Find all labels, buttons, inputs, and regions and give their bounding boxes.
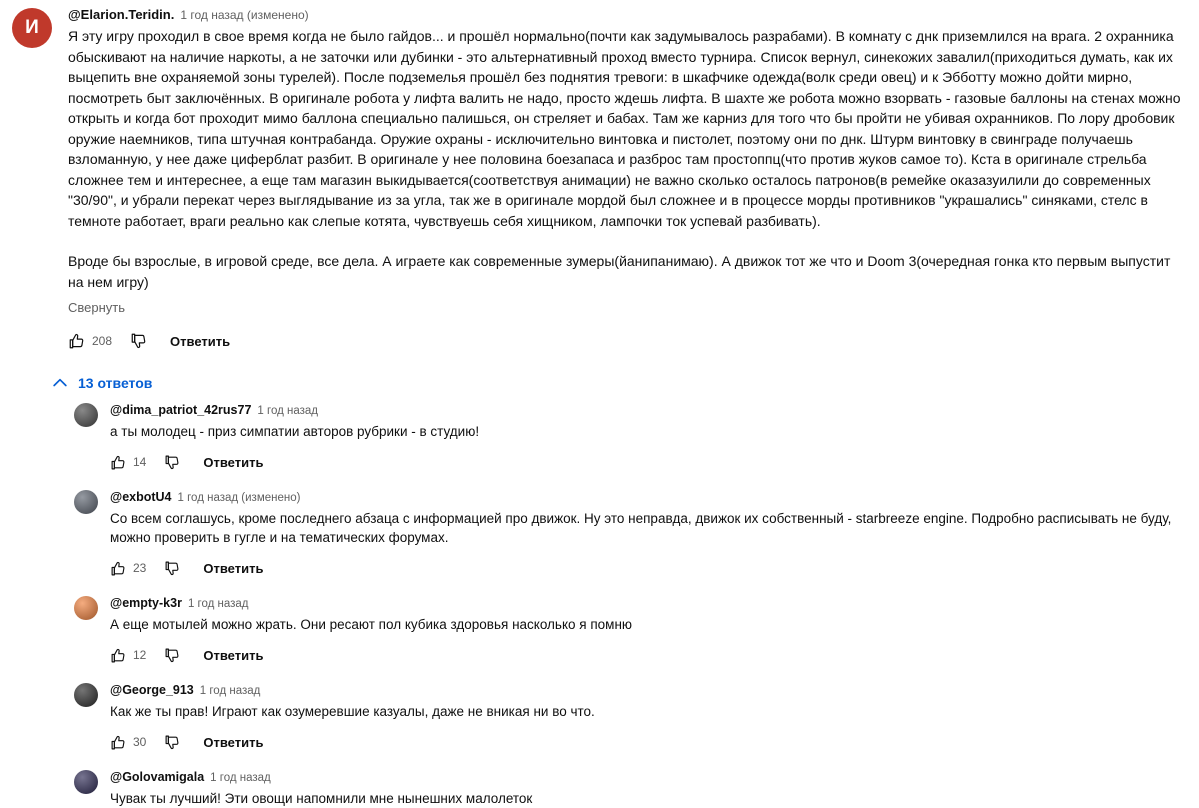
comment-author[interactable]: @empty-k3r: [110, 596, 182, 610]
comment-author[interactable]: @Golovamigala: [110, 770, 205, 784]
chevron-up-icon: [50, 373, 70, 393]
reply-item: [74, 488, 1183, 580]
dislike-button[interactable]: [164, 730, 181, 754]
reply-item: [74, 768, 1183, 808]
replies-count-label: 13 ответов: [78, 375, 153, 391]
dislike-button[interactable]: [164, 450, 181, 474]
comment-timestamp[interactable]: 1 год назад: [199, 685, 261, 697]
comment-text: А еще мотылей можно жрать. Они ресают пол кубика здоровья насколько я помню: [110, 617, 633, 632]
like-count: 14: [133, 455, 147, 469]
thumbs-up-icon: [110, 560, 127, 577]
replies-toggle[interactable]: [50, 373, 152, 393]
main-comment: [12, 6, 1183, 353]
comment-header: [110, 768, 1183, 787]
comment-text-paragraph-1: Я эту игру проходил в свое время когда не было гайдов... и прошёл нормально(почти как задумывалось разрабами). В комнату с днк приземлился на врага. 2 охранника обыскивают на наличие наркоты, а не заточки или дубинки - это альтернативный проход вместо турнира. Список вернул, синекожих завалил(приходиться думать, как их выцепить вне охраняемой зоны турелей). После подземелья прошёл без поднятия тревоги: в шкафчике одежда(волк среди овец) и к Эбботту можно дойти мирно, посмотреть быт заключённых. В оригинале робота у лифта валить не надо, просто ждешь лифта. В шахте же робота можно взорвать - газовые баллоны на стенах можно открыть и когда бот проходит мимо баллона специально палишься, он стреляет и бабах. Там же карниз для того что бы пройти не убивая охранников. По лору дробовик оружие наемников, типа штучная контрабанда. Оружие охраны - исключительно винтовка и пистолет, поэтому они по днк. Штурм винтовку в свинграде получаешь взломанную, у нее даже циферблат разбит. В оригинале у нее половина боезапаса и разброс там простоппц(что против жуков самое то). Кста в оригинале стрельба сложнее тем и интереснее, а еще там магазин выкидывается(соответствуя анимации) не важно сколько осталось патронов(в ремейке оказазуилили до современных "30/90", и убрали перекат через выглядывание из за угла, так же в оригинале мордой был сложнее и в процессе морды противников "украшались" синяками, стелс в темноте работает, враги реально как слепые котята, чувствуешь себя хищником, лампочки ток успевай разбивать).: [68, 28, 1185, 229]
comment-author[interactable]: @George_913: [110, 683, 194, 697]
thumbs-down-icon: [164, 560, 181, 577]
like-button[interactable]: [110, 643, 146, 667]
avatar-letter: И: [25, 17, 39, 38]
avatar[interactable]: [74, 683, 98, 707]
comment-text-paragraph-2: Вроде бы взрослые, в игровой среде, все дела. А играете как современные зумеры(йанипанимаю). А движок тот же что и Doom 3(очередная гонка кто первым выпустит на нем игру): [68, 253, 1175, 290]
reply-actions: [110, 450, 1183, 474]
reply-button[interactable]: Ответить: [203, 454, 264, 470]
avatar[interactable]: [12, 8, 52, 48]
avatar[interactable]: [74, 490, 98, 514]
thumbs-up-icon: [110, 734, 127, 751]
reply-item: [74, 401, 1183, 474]
thumbs-down-icon: [164, 734, 181, 751]
reply-item: [74, 594, 1183, 667]
replies-list: [74, 401, 1183, 808]
like-button[interactable]: [68, 329, 112, 353]
avatar[interactable]: [74, 770, 98, 794]
dislike-button[interactable]: [164, 643, 181, 667]
reply-button[interactable]: Ответить: [203, 647, 264, 663]
thumbs-up-icon: [68, 332, 86, 350]
avatar[interactable]: [74, 596, 98, 620]
comment-text: Как же ты прав! Играют как озумеревшие казуалы, даже не вникая ни во что.: [110, 704, 595, 719]
thumbs-up-icon: [110, 454, 127, 471]
reply-button[interactable]: Ответить: [170, 333, 231, 349]
like-count: 23: [133, 561, 147, 575]
like-button[interactable]: [110, 556, 146, 580]
comment-header: [110, 594, 1183, 613]
reply-actions: [110, 643, 1183, 667]
comment-text: а ты молодец - приз симпатии авторов рубрики - в студию!: [110, 424, 480, 439]
like-button[interactable]: [110, 730, 146, 754]
comment-author[interactable]: @dima_patriot_42rus77: [110, 403, 252, 417]
comment-timestamp[interactable]: 1 год назад (изменено): [177, 492, 301, 504]
comment-timestamp[interactable]: 1 год назад: [187, 598, 249, 610]
collapse-comment-link[interactable]: Свернуть: [68, 300, 126, 315]
reply-actions: [110, 556, 1183, 580]
comment-header: [110, 681, 1183, 700]
thumbs-up-icon: [110, 647, 127, 664]
comment-text: Со всем соглашусь, кроме последнего абзаца с информацией про движок. Ну это неправда, движок их собственный - starbreeze engine. Подробно расписывать не буду, можно проверить в гугле и на тематических форумах.: [110, 511, 1176, 545]
thumbs-down-icon: [130, 332, 148, 350]
comment-header: [68, 6, 1183, 24]
comment-header: [110, 488, 1183, 507]
comment-timestamp[interactable]: 1 год назад: [257, 405, 318, 417]
reply-item: [74, 681, 1183, 754]
thumbs-down-icon: [164, 647, 181, 664]
avatar[interactable]: [74, 403, 98, 427]
reply-actions: [110, 730, 1183, 754]
comment-author[interactable]: @exbotU4: [110, 490, 172, 504]
main-comment-actions: [68, 329, 1183, 353]
comment-text: Чувак ты лучший! Эти овощи напомнили мне нынешних малолеток: [110, 791, 533, 806]
thumbs-down-icon: [164, 454, 181, 471]
reply-button[interactable]: Ответить: [203, 560, 264, 576]
like-count: 208: [92, 334, 113, 348]
like-button[interactable]: [110, 450, 146, 474]
comment-header: [110, 401, 1183, 420]
comment-timestamp[interactable]: 1 год назад: [210, 772, 271, 784]
paragraph-spacer: [68, 231, 1183, 251]
dislike-button[interactable]: [130, 329, 148, 353]
comment-author[interactable]: @Elarion.Teridin.: [68, 7, 175, 22]
reply-button[interactable]: Ответить: [203, 734, 264, 750]
like-count: 30: [133, 735, 147, 749]
like-count: 12: [133, 648, 147, 662]
dislike-button[interactable]: [164, 556, 181, 580]
comment-timestamp[interactable]: 1 год назад (изменено): [180, 8, 309, 22]
